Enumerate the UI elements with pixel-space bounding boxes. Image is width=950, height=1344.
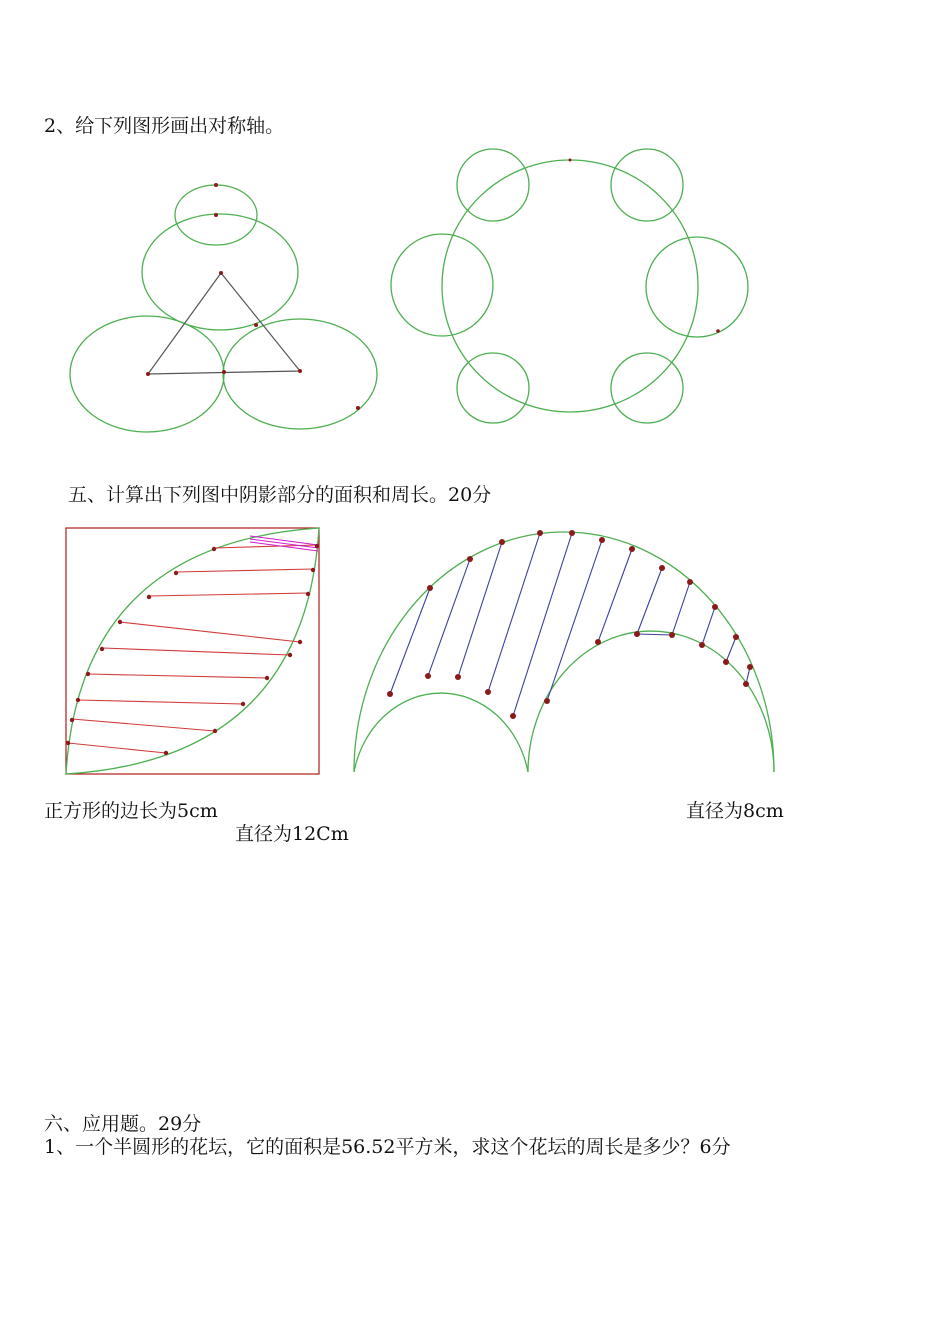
point bbox=[743, 681, 749, 687]
point bbox=[356, 406, 360, 410]
point bbox=[315, 544, 319, 548]
point bbox=[569, 159, 572, 162]
point bbox=[687, 579, 693, 585]
right-circle bbox=[223, 319, 377, 429]
point bbox=[311, 568, 315, 572]
point bbox=[485, 689, 491, 695]
label-semicircle-diameter: 直径为12Cm bbox=[235, 823, 349, 845]
point bbox=[213, 729, 217, 733]
point bbox=[467, 556, 473, 562]
section6-title: 六、应用题。29分 bbox=[44, 1113, 202, 1135]
point bbox=[387, 691, 393, 697]
point bbox=[298, 640, 302, 644]
point bbox=[146, 372, 150, 376]
point bbox=[214, 213, 218, 217]
small-circle bbox=[457, 353, 529, 423]
point bbox=[265, 676, 269, 680]
point bbox=[147, 595, 151, 599]
point bbox=[222, 370, 226, 374]
question-symmetry-axis: 2、给下列图形画出对称轴。 bbox=[44, 115, 285, 137]
section5-title: 五、计算出下列图中阴影部分的面积和周长。20分 bbox=[68, 484, 492, 506]
point bbox=[212, 547, 216, 551]
point bbox=[425, 673, 431, 679]
point bbox=[66, 741, 70, 745]
point bbox=[629, 546, 635, 552]
point bbox=[569, 530, 575, 536]
point bbox=[427, 585, 433, 591]
triangle-shape bbox=[148, 273, 300, 374]
point bbox=[733, 634, 739, 640]
point bbox=[174, 571, 178, 575]
point bbox=[659, 565, 665, 571]
label-small-diameter: 直径为8cm bbox=[686, 800, 784, 822]
point bbox=[716, 329, 720, 333]
point bbox=[723, 659, 729, 665]
point bbox=[747, 664, 753, 670]
point bbox=[595, 639, 601, 645]
small-circle bbox=[611, 353, 683, 423]
point bbox=[241, 702, 245, 706]
label-square-side: 正方形的边长为5cm bbox=[44, 800, 218, 822]
point bbox=[298, 369, 302, 373]
point bbox=[712, 604, 718, 610]
right-small-semicircle bbox=[528, 631, 774, 772]
point bbox=[118, 620, 122, 624]
point bbox=[669, 632, 675, 638]
point bbox=[599, 537, 605, 543]
point bbox=[254, 323, 258, 327]
left-small-semicircle bbox=[354, 693, 528, 772]
point bbox=[288, 653, 292, 657]
big-circle bbox=[442, 160, 698, 412]
point bbox=[219, 271, 223, 275]
point bbox=[510, 713, 516, 719]
point bbox=[455, 674, 461, 680]
point bbox=[699, 642, 705, 648]
small-circle bbox=[646, 237, 748, 337]
point bbox=[86, 672, 90, 676]
figure-triangle-circles bbox=[60, 175, 390, 445]
point bbox=[100, 647, 104, 651]
point bbox=[537, 530, 543, 536]
figure-square-leaf bbox=[60, 524, 320, 774]
figure-semicircle-hatched bbox=[350, 524, 780, 774]
point bbox=[214, 183, 218, 187]
point bbox=[499, 539, 505, 545]
point bbox=[70, 718, 74, 722]
point bbox=[164, 751, 168, 755]
point bbox=[634, 631, 640, 637]
point bbox=[306, 592, 310, 596]
point bbox=[76, 698, 80, 702]
figure-ring-circles bbox=[385, 145, 755, 425]
question-flowerbed: 1、一个半圆形的花坛，它的面积是56.52平方米，求这个花坛的周长是多少？6分 bbox=[44, 1136, 731, 1158]
point bbox=[544, 698, 550, 704]
